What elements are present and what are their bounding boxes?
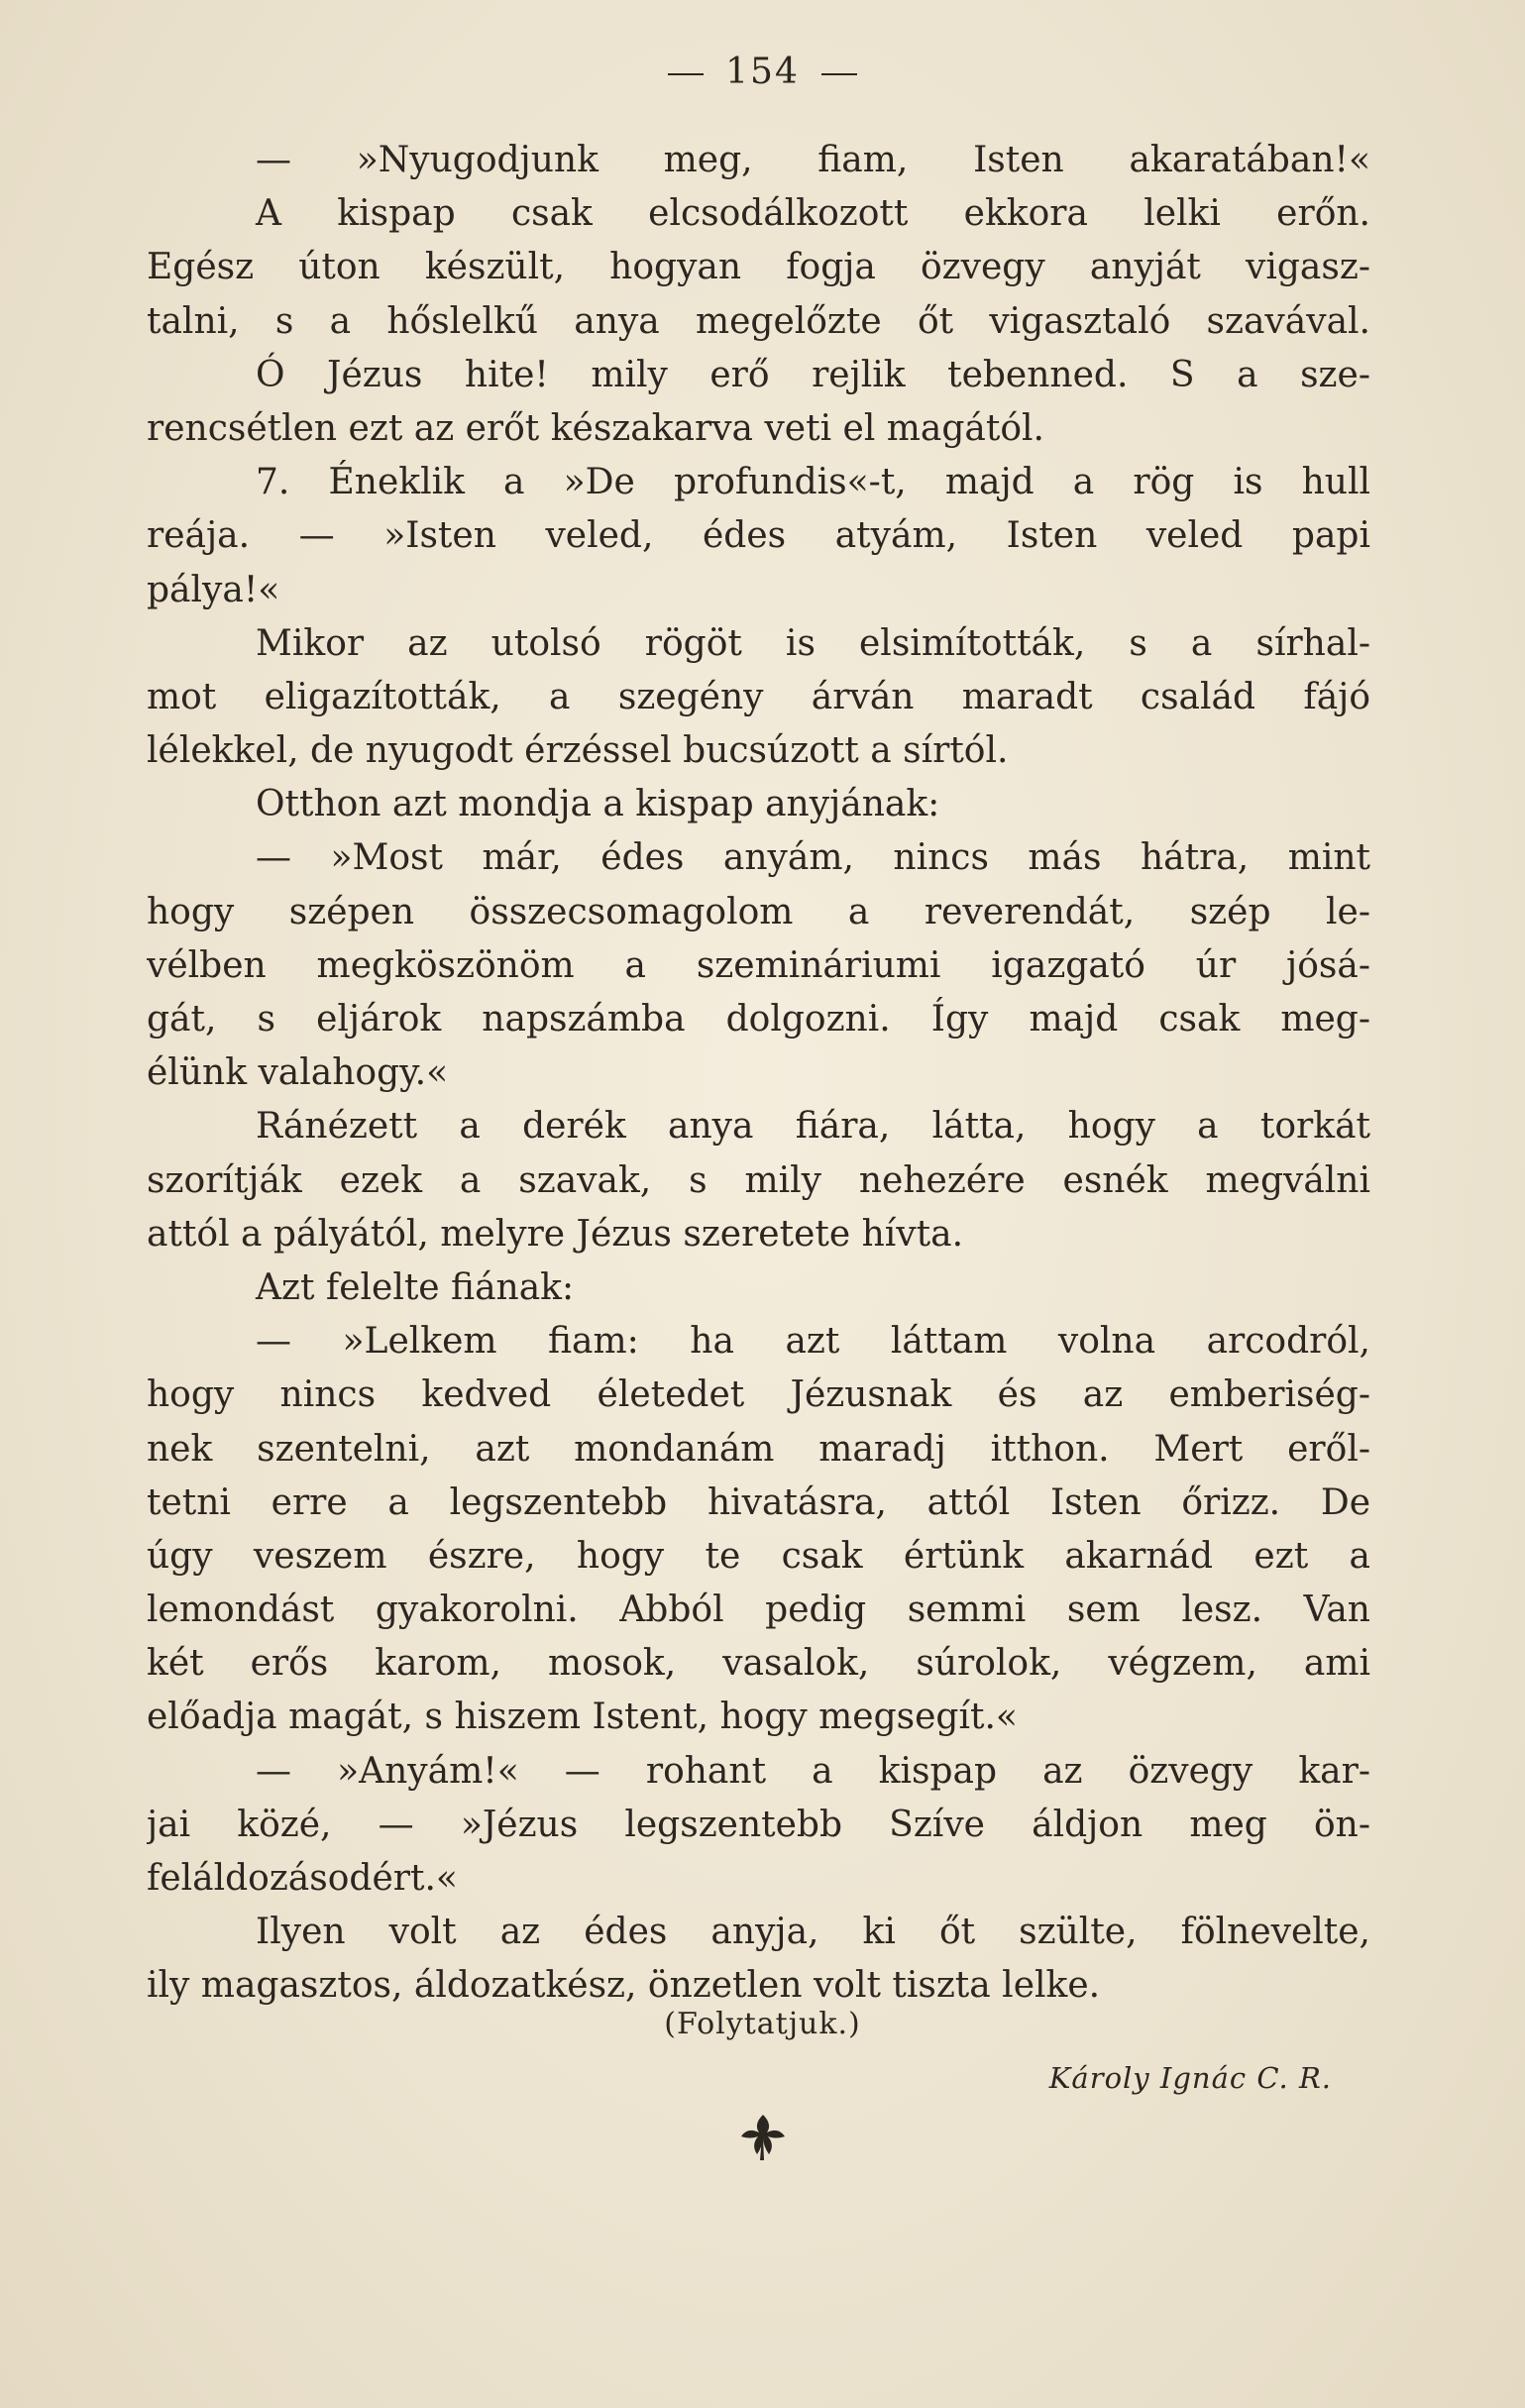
text-line: attól a pályától, melyre Jézus szeretete hívta. xyxy=(147,1213,964,1255)
text-line: Mikor az utolsó rögöt is elsimították, s a sírhal- xyxy=(256,622,1370,664)
text-line: élünk valahogy.« xyxy=(147,1052,449,1094)
text-line: talni, s a hőslelkű anya megelőzte őt vigasztaló szavával. xyxy=(147,300,1370,342)
text-line: Ilyen volt az édes anyja, ki őt szülte, fölnevelte, xyxy=(256,1912,1370,1953)
text-line: vélben megköszönöm a szemináriumi igazgató úr jósá- xyxy=(147,944,1370,986)
author-signature: Károly Ignác C. R. xyxy=(1048,2061,1332,2095)
text-line: tetni erre a legszentebb hivatásra, attól Isten őrizz. De xyxy=(147,1481,1370,1523)
text-line: A kispap csak elcsodálkozott ekkora lelki erőn. xyxy=(256,193,1370,235)
page-number xyxy=(0,52,1525,92)
text-line: gát, s eljárok napszámba dolgozni. Így majd csak meg- xyxy=(147,999,1370,1040)
dash-right xyxy=(821,73,857,75)
leaf-ornament-icon xyxy=(737,2111,789,2162)
text-line: — »Lelkem fiam: ha azt láttam volna arcodról, xyxy=(256,1321,1370,1363)
page-number-text: 154 xyxy=(725,52,800,92)
text-line: — »Most már, édes anyám, nincs más hátra, mint xyxy=(256,837,1370,879)
text-line: feláldozásodért.« xyxy=(147,1858,458,1899)
text-line: reája. — »Isten veled, édes atyám, Isten veled papi xyxy=(147,515,1370,557)
text-line: — »Anyám!« — rohant a kispap az özvegy kar- xyxy=(256,1750,1370,1792)
text-line: nek szentelni, azt mondanám maradj itthon. Mert eről- xyxy=(147,1428,1370,1470)
text-line: Ránézett a derék anya fiára, látta, hogy a torkát xyxy=(256,1106,1370,1148)
text-line: Ó Jézus hite! mily erő rejlik tebenned. S a sze- xyxy=(256,354,1370,395)
text-line: szorítják ezek a szavak, s mily nehezére esnék megválni xyxy=(147,1159,1370,1201)
text-line: lélekkel, de nyugodt érzéssel bucsúzott a sírtól. xyxy=(147,730,1009,772)
text-line: 7. Éneklik a »De profundis«-t, majd a rög is hull xyxy=(256,462,1370,503)
text-line: — »Nyugodjunk meg, fiam, Isten akaratában!« xyxy=(256,140,1370,180)
text-line: pálya!« xyxy=(147,569,280,610)
text-line: Azt felelte fiának: xyxy=(256,1266,575,1308)
text-line: úgy veszem észre, hogy te csak értünk akarnád ezt a xyxy=(147,1535,1370,1577)
text-line: hogy nincs kedved életedet Jézusnak és az emberiség- xyxy=(147,1374,1370,1416)
body-text xyxy=(147,134,1370,2014)
text-line: Otthon azt mondja a kispap anyjának: xyxy=(256,784,940,825)
text-line: ily magasztos, áldozatkész, önzetlen volt tiszta lelke. xyxy=(147,1965,1101,2007)
text-line: előadja magát, s hiszem Istent, hogy megsegít.« xyxy=(147,1697,1018,1738)
text-line: jai közé, — »Jézus legszentebb Szíve áldjon meg ön- xyxy=(147,1804,1370,1845)
text-line: lemondást gyakorolni. Abból pedig semmi sem lesz. Van xyxy=(147,1589,1370,1631)
text-line: Egész úton készült, hogyan fogja özvegy anyját vigasz- xyxy=(147,247,1370,288)
text-line: két erős karom, mosok, vasalok, súrolok, végzem, ami xyxy=(147,1643,1370,1685)
text-line: hogy szépen összecsomagolom a reverendát, szép le- xyxy=(147,891,1370,932)
text-line: mot eligazították, a szegény árván maradt család fájó xyxy=(147,676,1370,717)
text-line: rencsétlen ezt az erőt készakarva veti el magától. xyxy=(147,407,1044,449)
dash-left xyxy=(668,73,704,75)
continuation-note: (Folytatjuk.) xyxy=(664,2007,861,2041)
